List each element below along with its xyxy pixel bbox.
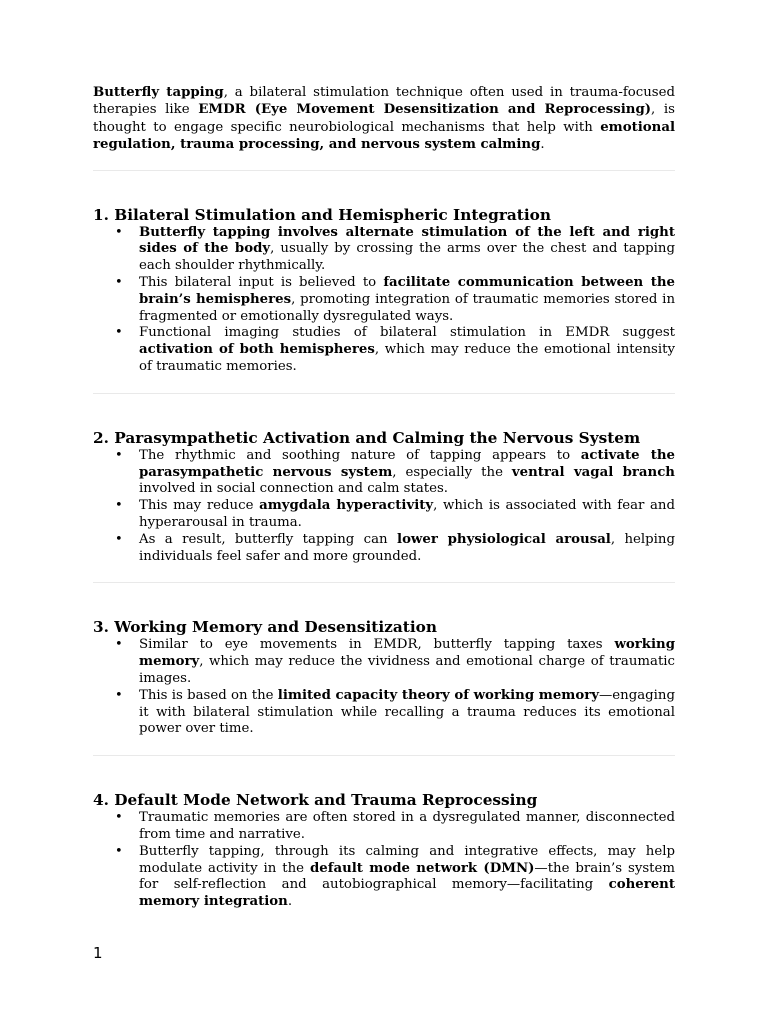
divider (93, 755, 675, 756)
text-run: , especially the (392, 464, 512, 480)
text-run: Similar to eye movements in EMDR, butterfly tapping taxes (139, 637, 615, 653)
section-4-title: 4. Default Mode Network and Trauma Reprocessing (93, 791, 538, 810)
list-item (93, 448, 675, 498)
text-run: Traumatic memories are often stored in a dysregulated manner, disconnected from time and narrative. (139, 810, 675, 842)
divider (93, 393, 675, 394)
bullet-icon: • (115, 447, 123, 463)
text-run: , which may reduce the vividness and emotional charge of traumatic images. (139, 654, 675, 686)
bullet-icon: • (115, 498, 123, 514)
list-item (93, 498, 675, 532)
section-1-title: 1. Bilateral Stimulation and Hemispheric Integration (93, 205, 551, 224)
bullet-icon: • (115, 224, 123, 240)
list-item (93, 810, 675, 844)
text-run: This may reduce (139, 498, 260, 514)
text-run: , promoting integration of traumatic memories stored in fragmented or emotionally dysregulated ways. (139, 291, 676, 324)
text-run: Butterfly tapping, through its calming and integrative effects, may help modulate activity in the (139, 843, 675, 876)
bold-text: ventral vagal branch (511, 464, 675, 480)
section-2-title: 2. Parasympathetic Activation and Calming the Nervous System (93, 428, 641, 447)
page-number: 1 (93, 944, 103, 962)
list-item (93, 225, 675, 275)
bullet-icon: • (115, 531, 123, 547)
text-run: Functional imaging studies of bilateral stimulation in EMDR suggest (139, 325, 675, 341)
text-run: involved in social connection and calm states. (139, 481, 449, 497)
text-run: This is based on the (139, 687, 278, 703)
text-run: The rhythmic and soothing nature of tapping appears to (139, 447, 581, 463)
section-2-list (93, 448, 675, 566)
bold-text: Butterfly tapping (93, 85, 224, 100)
list-item (93, 275, 675, 325)
bold-text: working memory (139, 637, 675, 670)
bullet-icon: • (115, 325, 123, 341)
text-run: As a result, butterfly tapping can (139, 531, 398, 547)
section-3-title: 3. Working Memory and Desensitization (93, 618, 437, 637)
bold-text: limited capacity theory of working memory (277, 687, 599, 703)
bold-text: Butterfly tapping involves alternate stimulation of the left and right sides of the body (139, 224, 675, 257)
document-body (93, 84, 675, 911)
text-run: , is thought to engage specific neurobiological mechanisms that help with (93, 102, 676, 135)
text-run: , helping individuals feel safer and more grounded. (139, 531, 675, 564)
list-item (93, 325, 675, 375)
bold-text: coherent memory integration (139, 877, 675, 910)
section-4-list (93, 810, 675, 911)
section-1-list (93, 225, 675, 376)
text-run: , which may reduce the emotional intensity of traumatic memories. (139, 342, 675, 374)
divider (93, 582, 675, 583)
bold-text: activation of both hemispheres (139, 342, 375, 358)
divider (93, 170, 675, 171)
bold-text: activate the parasympathetic nervous system (139, 447, 676, 480)
bold-text: default mode network (DMN) (309, 860, 535, 876)
bold-text: lower physiological arousal (397, 531, 611, 547)
section-3-list (93, 637, 675, 738)
text-run: —engaging it with bilateral stimulation while recalling a trauma reduces its emotional power over time. (139, 687, 675, 737)
text-run: , which is associated with fear and hyperarousal in trauma. (139, 498, 675, 530)
text-run: This bilateral input is believed to (139, 275, 384, 291)
bullet-icon: • (115, 637, 123, 653)
bullet-icon: • (115, 275, 123, 291)
bullet-icon: • (115, 810, 123, 826)
list-item (93, 637, 675, 687)
intro-paragraph (93, 84, 675, 154)
bold-text: emotional regulation, trauma processing, and nervous system calming (93, 119, 675, 153)
text-run: —the brain’s system for self-reflection and autobiographical memory—facilitating (139, 860, 675, 893)
bold-text: amygdala hyperactivity (259, 498, 434, 514)
text-run: , usually by crossing the arms over the chest and tapping each shoulder rhythmically. (139, 241, 676, 274)
bullet-icon: • (115, 843, 123, 859)
text-run: , a bilateral stimulation technique often used in trauma-focused therapies like (93, 85, 675, 118)
text-run: . (287, 894, 293, 910)
bullet-icon: • (115, 687, 123, 703)
list-item (93, 532, 675, 566)
list-item (93, 688, 675, 738)
list-item (93, 844, 675, 911)
bold-text: facilitate communication between the brain’s hemispheres (139, 275, 675, 307)
text-run: . (540, 137, 545, 153)
bold-text: EMDR (Eye Movement Desensitization and Reprocessing) (198, 102, 652, 118)
